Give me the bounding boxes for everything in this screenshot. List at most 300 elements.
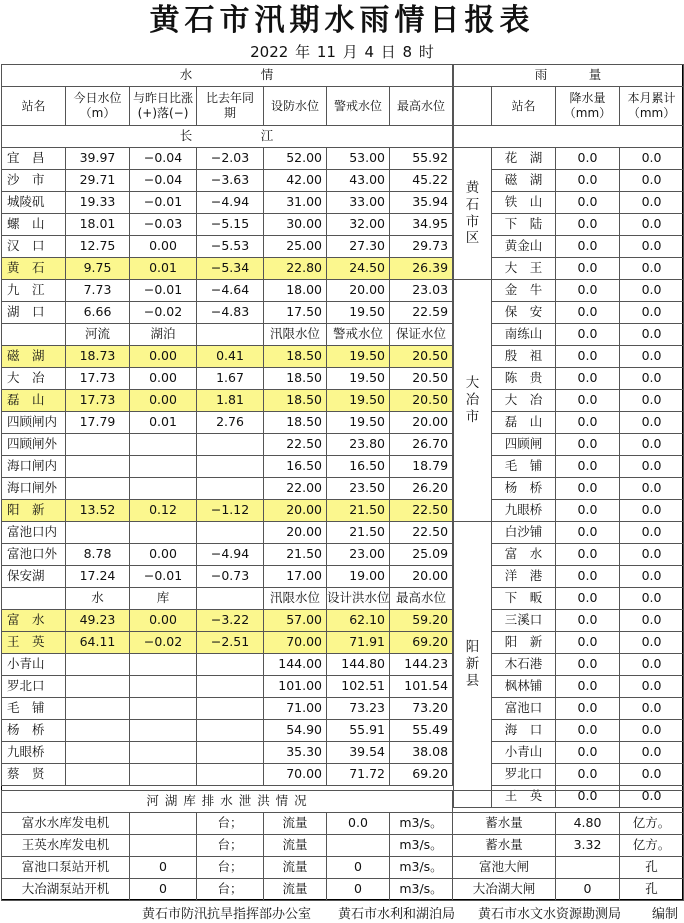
reservoir-column-header: 设计洪水位 (327, 588, 390, 610)
discharge-flow-unit: m3/s。 (390, 813, 453, 835)
footer-org-water-bureau: 黄石市水利和湖泊局 (338, 907, 456, 922)
station-value: 7.73 (66, 280, 130, 302)
discharge-item-name: 富水水库发电机 (2, 813, 130, 835)
station-value: 18.50 (264, 412, 327, 434)
rain-precip-value: 0.0 (556, 632, 620, 654)
station-value: 19.50 (327, 412, 390, 434)
discharge-storage-value: 0 (556, 879, 620, 901)
station-value (130, 764, 197, 786)
station-name: 富 水 (2, 610, 66, 632)
reservoir-column-header: 汛限水位 (264, 588, 327, 610)
rain-station-name: 黄金山 (492, 236, 556, 258)
station-value: 0.00 (130, 368, 197, 390)
county-name-char: 大 (465, 375, 480, 392)
station-value: 55.49 (390, 720, 453, 742)
station-value: 18.50 (264, 346, 327, 368)
rain-station-name: 磁 湖 (492, 170, 556, 192)
station-value: 8.78 (66, 544, 130, 566)
discharge-count: 0 (130, 857, 197, 879)
discharge-flow-value: 0 (327, 879, 390, 901)
rain-precip-value: 0.0 (556, 346, 620, 368)
station-name: 螺 山 (2, 214, 66, 236)
station-name: 宜 昌 (2, 148, 66, 170)
station-value: 45.22 (390, 170, 453, 192)
station-value: 0.01 (130, 412, 197, 434)
station-value: −0.02 (130, 632, 197, 654)
rain-station-name: 磊 山 (492, 412, 556, 434)
station-value (66, 698, 130, 720)
footer-org-flood-office: 黄石市防汛抗旱指挥部办公室 (142, 907, 312, 922)
rain-station-name: 九眼桥 (492, 500, 556, 522)
rain-precip-value: 0.0 (556, 786, 620, 808)
rain-station-name: 洋 港 (492, 566, 556, 588)
station-value: −5.15 (197, 214, 264, 236)
lake-station-row (2, 456, 453, 478)
discharge-item-name: 大冶湖泵站开机 (2, 879, 130, 901)
lake-station-row (2, 500, 453, 522)
rain-precip-value: 0.0 (556, 148, 620, 170)
rain-station-name: 铁 山 (492, 192, 556, 214)
station-value: 29.71 (66, 170, 130, 192)
station-value: 0.00 (130, 610, 197, 632)
report-title: 黄石市汛期水雨情日报表 (149, 3, 535, 38)
rain-month-total: 0.0 (620, 258, 684, 280)
station-value: −4.64 (197, 280, 264, 302)
rain-precip-value: 0.0 (556, 676, 620, 698)
station-value: 19.00 (327, 566, 390, 588)
discharge-storage-label: 蓄水量 (453, 835, 556, 857)
station-value: 23.00 (327, 544, 390, 566)
rain-station-name: 杨 桥 (492, 478, 556, 500)
rain-precip-value: 0.0 (556, 522, 620, 544)
blank-cell (2, 588, 66, 610)
station-name: 磁 湖 (2, 346, 66, 368)
station-value: 1.81 (197, 390, 264, 412)
rain-precip-value: 0.0 (556, 412, 620, 434)
discharge-unit: 台； (197, 879, 264, 901)
rain-station-name: 陈 贵 (492, 368, 556, 390)
station-value: 26.70 (390, 434, 453, 456)
station-value: 71.00 (264, 698, 327, 720)
rain-month-total: 0.0 (620, 280, 684, 302)
station-value: 17.73 (66, 368, 130, 390)
station-value: 0.12 (130, 500, 197, 522)
discharge-flow-label: 流量 (264, 857, 327, 879)
lake-column-header (197, 324, 264, 346)
station-value: −3.22 (197, 610, 264, 632)
yangtze-station-row (2, 148, 453, 170)
station-value (66, 676, 130, 698)
station-name: 湖 口 (2, 302, 66, 324)
footer-suffix: 编制 (652, 907, 679, 922)
reservoir-station-row (2, 742, 453, 764)
water-table (1, 64, 453, 786)
rain-month-total: 0.0 (620, 544, 684, 566)
discharge-storage-label: 富池大闸 (453, 857, 556, 879)
station-value: 23.03 (390, 280, 453, 302)
station-value (66, 478, 130, 500)
station-value (197, 698, 264, 720)
rain-station-row (454, 148, 684, 170)
station-value: 1.67 (197, 368, 264, 390)
reservoir-station-row (2, 676, 453, 698)
station-value: 73.20 (390, 698, 453, 720)
station-value: 20.00 (264, 522, 327, 544)
rain-month-total: 0.0 (620, 368, 684, 390)
station-value: 19.33 (66, 192, 130, 214)
discharge-item-name: 富池口泵站开机 (2, 857, 130, 879)
station-value: −2.51 (197, 632, 264, 654)
station-value: −0.03 (130, 214, 197, 236)
station-value: 18.01 (66, 214, 130, 236)
station-name: 毛 铺 (2, 698, 66, 720)
station-name: 富池口内 (2, 522, 66, 544)
station-value: −4.94 (197, 544, 264, 566)
station-value: 22.00 (264, 478, 327, 500)
discharge-flow-label: 流量 (264, 813, 327, 835)
station-value: 19.50 (327, 368, 390, 390)
station-value: 22.80 (264, 258, 327, 280)
rain-precip-value: 0.0 (556, 236, 620, 258)
rain-precip-value: 0.0 (556, 456, 620, 478)
station-value: 17.00 (264, 566, 327, 588)
county-name-char: 黄 (465, 179, 480, 196)
discharge-storage-unit: 亿方。 (620, 813, 684, 835)
discharge-storage-label: 蓄水量 (453, 813, 556, 835)
discharge-storage-unit: 孔 (620, 857, 684, 879)
rain-precip-value: 0.0 (556, 764, 620, 786)
station-value (197, 742, 264, 764)
station-value (197, 676, 264, 698)
station-name: 保安湖 (2, 566, 66, 588)
discharge-flow-value: 0.0 (327, 813, 390, 835)
county-name-char: 阳 (465, 639, 480, 656)
rain-month-total: 0.0 (620, 324, 684, 346)
rain-month-total: 0.0 (620, 500, 684, 522)
station-value: 54.90 (264, 720, 327, 742)
report-date: 2022 年 11 月 4 日 8 时 (250, 43, 434, 61)
station-value: 53.00 (327, 148, 390, 170)
station-value: −0.04 (130, 170, 197, 192)
discharge-section-title: 河 湖 库 排 水 泄 洪 情 况 (2, 791, 453, 813)
station-value: 18.79 (390, 456, 453, 478)
station-value: 13.52 (66, 500, 130, 522)
station-value: 23.80 (327, 434, 390, 456)
station-name: 阳 新 (2, 500, 66, 522)
station-value (130, 698, 197, 720)
rain-month-total: 0.0 (620, 610, 684, 632)
rain-precip-value: 0.0 (556, 434, 620, 456)
rain-section-header-row (454, 65, 684, 87)
rain-column-header-row (454, 87, 684, 126)
rain-precip-value: 0.0 (556, 368, 620, 390)
station-value: 69.20 (390, 632, 453, 654)
discharge-flow-label: 流量 (264, 835, 327, 857)
station-value: −3.63 (197, 170, 264, 192)
rain-precip-value: 0.0 (556, 698, 620, 720)
station-value: 17.24 (66, 566, 130, 588)
water-section-title: 水 情 (2, 65, 453, 87)
station-value: 9.75 (66, 258, 130, 280)
station-name: 汉 口 (2, 236, 66, 258)
station-value: −0.73 (197, 566, 264, 588)
station-value: 42.00 (264, 170, 327, 192)
discharge-unit: 台； (197, 857, 264, 879)
lake-station-row (2, 368, 453, 390)
county-name-char: 县 (465, 672, 480, 689)
station-value: 16.50 (264, 456, 327, 478)
station-value: 22.50 (390, 522, 453, 544)
station-value: 6.66 (66, 302, 130, 324)
discharge-unit: 台； (197, 835, 264, 857)
county-name-char: 市 (465, 408, 480, 425)
discharge-flow-label: 流量 (264, 879, 327, 901)
reservoir-column-header: 最高水位 (390, 588, 453, 610)
station-value: 34.95 (390, 214, 453, 236)
lake-station-row (2, 478, 453, 500)
station-value (66, 720, 130, 742)
water-section-header-row (2, 65, 453, 87)
rain-month-total: 0.0 (620, 742, 684, 764)
station-value: 33.00 (327, 192, 390, 214)
station-value (130, 522, 197, 544)
yangtze-station-row (2, 258, 453, 280)
station-value: 18.50 (264, 368, 327, 390)
station-value: 19.50 (327, 346, 390, 368)
rain-station-name: 下 畈 (492, 588, 556, 610)
station-name: 磊 山 (2, 390, 66, 412)
discharge-row (2, 857, 684, 879)
rain-month-total: 0.0 (620, 434, 684, 456)
rain-month-total: 0.0 (620, 632, 684, 654)
county-name-char: 冶 (465, 392, 480, 409)
rain-column-header: 站名 (492, 87, 556, 126)
station-value: −5.53 (197, 236, 264, 258)
station-value: −4.83 (197, 302, 264, 324)
station-value: 12.75 (66, 236, 130, 258)
station-value: 27.30 (327, 236, 390, 258)
rain-station-name: 木石港 (492, 654, 556, 676)
water-column-header: 今日水位（m） (66, 87, 130, 126)
county-name-char: 石 (465, 196, 480, 213)
rain-station-name: 毛 铺 (492, 456, 556, 478)
station-value (66, 654, 130, 676)
rain-month-total: 0.0 (620, 192, 684, 214)
discharge-unit: 台； (197, 813, 264, 835)
county-name (454, 148, 492, 280)
rain-column-header: 本月累计（mm） (620, 87, 684, 126)
station-value: 101.00 (264, 676, 327, 698)
discharge-row (2, 879, 684, 901)
rain-precip-value: 0.0 (556, 214, 620, 236)
station-value: 62.10 (327, 610, 390, 632)
rain-month-total: 0.0 (620, 148, 684, 170)
rain-precip-value: 0.0 (556, 302, 620, 324)
lake-column-header: 保证水位 (390, 324, 453, 346)
station-value: −2.03 (197, 148, 264, 170)
rain-station-name: 罗北口 (492, 764, 556, 786)
station-value: 20.00 (390, 412, 453, 434)
station-value (130, 720, 197, 742)
station-value (197, 764, 264, 786)
discharge-section-row (2, 791, 684, 813)
station-value: 0.00 (130, 346, 197, 368)
station-name: 九 江 (2, 280, 66, 302)
rain-station-name: 富 水 (492, 544, 556, 566)
discharge-flow-value (327, 835, 390, 857)
reservoir-column-header (197, 588, 264, 610)
station-value: 57.00 (264, 610, 327, 632)
station-value (130, 478, 197, 500)
station-name: 四顾闸外 (2, 434, 66, 456)
station-value (130, 654, 197, 676)
discharge-count (130, 835, 197, 857)
station-value: 21.50 (264, 544, 327, 566)
rain-station-name: 金 牛 (492, 280, 556, 302)
station-name: 海口闸外 (2, 478, 66, 500)
station-value: 19.50 (327, 302, 390, 324)
water-column-header: 设防水位 (264, 87, 327, 126)
station-value: 0.41 (197, 346, 264, 368)
station-value (66, 522, 130, 544)
county-name (454, 522, 492, 808)
station-name: 黄 石 (2, 258, 66, 280)
station-value: 2.76 (197, 412, 264, 434)
rain-month-total: 0.0 (620, 236, 684, 258)
station-value: 102.51 (327, 676, 390, 698)
lake-station-row (2, 390, 453, 412)
station-value: 22.50 (264, 434, 327, 456)
station-value: 17.79 (66, 412, 130, 434)
rain-precip-value: 0.0 (556, 280, 620, 302)
station-value: 0.00 (130, 544, 197, 566)
rain-section-title: 雨 量 (454, 65, 684, 87)
station-value: 19.50 (327, 390, 390, 412)
yangtze-station-row (2, 192, 453, 214)
discharge-flow-unit: m3/s。 (390, 857, 453, 879)
station-value (130, 434, 197, 456)
station-value (66, 456, 130, 478)
station-value: 16.50 (327, 456, 390, 478)
station-value: −0.01 (130, 280, 197, 302)
county-name-char: 区 (465, 230, 480, 247)
reservoir-column-header: 库 (130, 588, 197, 610)
rain-station-name: 海 口 (492, 720, 556, 742)
station-value: 144.23 (390, 654, 453, 676)
station-name: 大 冶 (2, 368, 66, 390)
yangtze-station-row (2, 302, 453, 324)
blank-cell (2, 324, 66, 346)
station-value: 20.00 (264, 500, 327, 522)
station-value: 25.09 (390, 544, 453, 566)
yangtze-station-row (2, 236, 453, 258)
rain-month-total: 0.0 (620, 170, 684, 192)
station-value: 22.59 (390, 302, 453, 324)
county-name-char: 市 (465, 213, 480, 230)
water-column-header: 与昨日比涨(+)落(−) (130, 87, 197, 126)
station-value (197, 478, 264, 500)
rain-station-row (454, 522, 684, 544)
discharge-item-name: 王英水库发电机 (2, 835, 130, 857)
water-column-header: 站名 (2, 87, 66, 126)
rain-station-name: 花 湖 (492, 148, 556, 170)
rain-month-total: 0.0 (620, 346, 684, 368)
discharge-table (1, 790, 684, 901)
rain-precip-value: 0.0 (556, 478, 620, 500)
station-name: 杨 桥 (2, 720, 66, 742)
rain-station-name: 阳 新 (492, 632, 556, 654)
yangtze-station-row (2, 170, 453, 192)
station-value: −0.01 (130, 192, 197, 214)
rain-station-row (454, 280, 684, 302)
station-value: 18.73 (66, 346, 130, 368)
station-value: 64.11 (66, 632, 130, 654)
station-value: 55.92 (390, 148, 453, 170)
station-value: 35.30 (264, 742, 327, 764)
discharge-count (130, 813, 197, 835)
rain-month-total: 0.0 (620, 456, 684, 478)
lake-station-row (2, 346, 453, 368)
rain-station-name: 三溪口 (492, 610, 556, 632)
discharge-storage-unit: 孔 (620, 879, 684, 901)
station-value: 59.20 (390, 610, 453, 632)
discharge-flow-value: 0 (327, 857, 390, 879)
station-value: 0.00 (130, 390, 197, 412)
rain-month-total: 0.0 (620, 390, 684, 412)
station-name: 小青山 (2, 654, 66, 676)
station-value (197, 522, 264, 544)
rain-spacer-row (454, 126, 684, 148)
lake-station-row (2, 434, 453, 456)
station-name: 九眼桥 (2, 742, 66, 764)
water-column-header: 警戒水位 (327, 87, 390, 126)
blank-cell (453, 791, 684, 813)
reservoir-station-row (2, 610, 453, 632)
reservoir-station-row (2, 654, 453, 676)
station-value: 20.00 (327, 280, 390, 302)
station-value: 22.50 (390, 500, 453, 522)
station-value: 71.72 (327, 764, 390, 786)
station-value: 35.94 (390, 192, 453, 214)
rain-station-name: 大 王 (492, 258, 556, 280)
station-name: 王 英 (2, 632, 66, 654)
lake-column-header: 河流 (66, 324, 130, 346)
station-value: 71.91 (327, 632, 390, 654)
rain-precip-value: 0.0 (556, 500, 620, 522)
rain-month-total: 0.0 (620, 786, 684, 808)
rain-station-name: 白沙铺 (492, 522, 556, 544)
rain-column-header: 降水量（mm） (556, 87, 620, 126)
station-value: 38.08 (390, 742, 453, 764)
station-value: 0.00 (130, 236, 197, 258)
station-value: −5.34 (197, 258, 264, 280)
reservoir-station-row (2, 698, 453, 720)
station-value: 52.00 (264, 148, 327, 170)
station-name: 蔡 贤 (2, 764, 66, 786)
rain-month-total: 0.0 (620, 522, 684, 544)
discharge-count: 0 (130, 879, 197, 901)
station-value: 43.00 (327, 170, 390, 192)
discharge-row (2, 835, 684, 857)
station-value: 144.80 (327, 654, 390, 676)
station-value (66, 434, 130, 456)
lake-column-header: 警戒水位 (327, 324, 390, 346)
yangtze-station-row (2, 214, 453, 236)
station-value: 39.54 (327, 742, 390, 764)
water-column-header: 比去年同 期 (197, 87, 264, 126)
station-value: 17.73 (66, 390, 130, 412)
rain-station-name: 四顾闸 (492, 434, 556, 456)
